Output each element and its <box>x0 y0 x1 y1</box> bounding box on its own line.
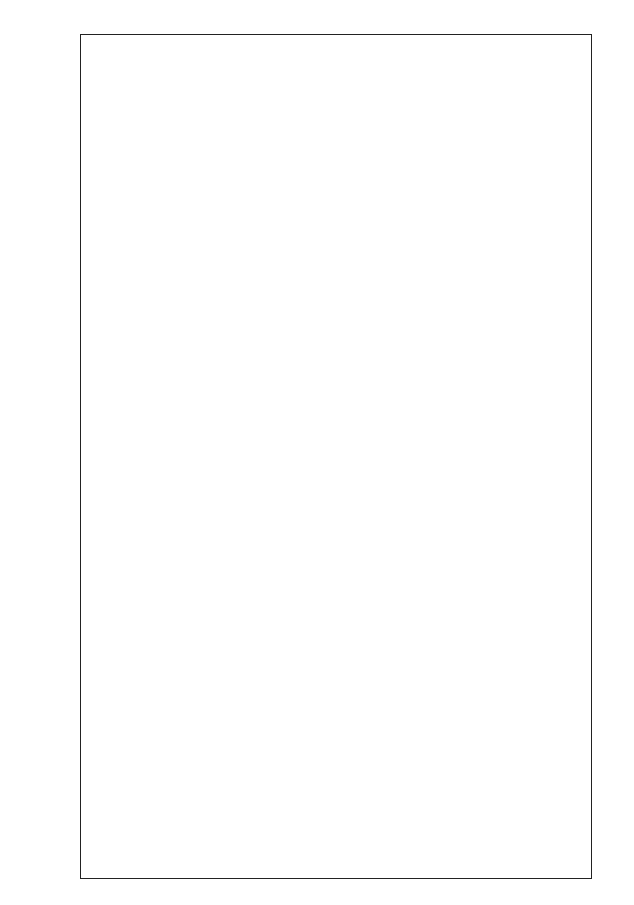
indicator-table <box>80 34 592 879</box>
page-number <box>40 428 60 448</box>
